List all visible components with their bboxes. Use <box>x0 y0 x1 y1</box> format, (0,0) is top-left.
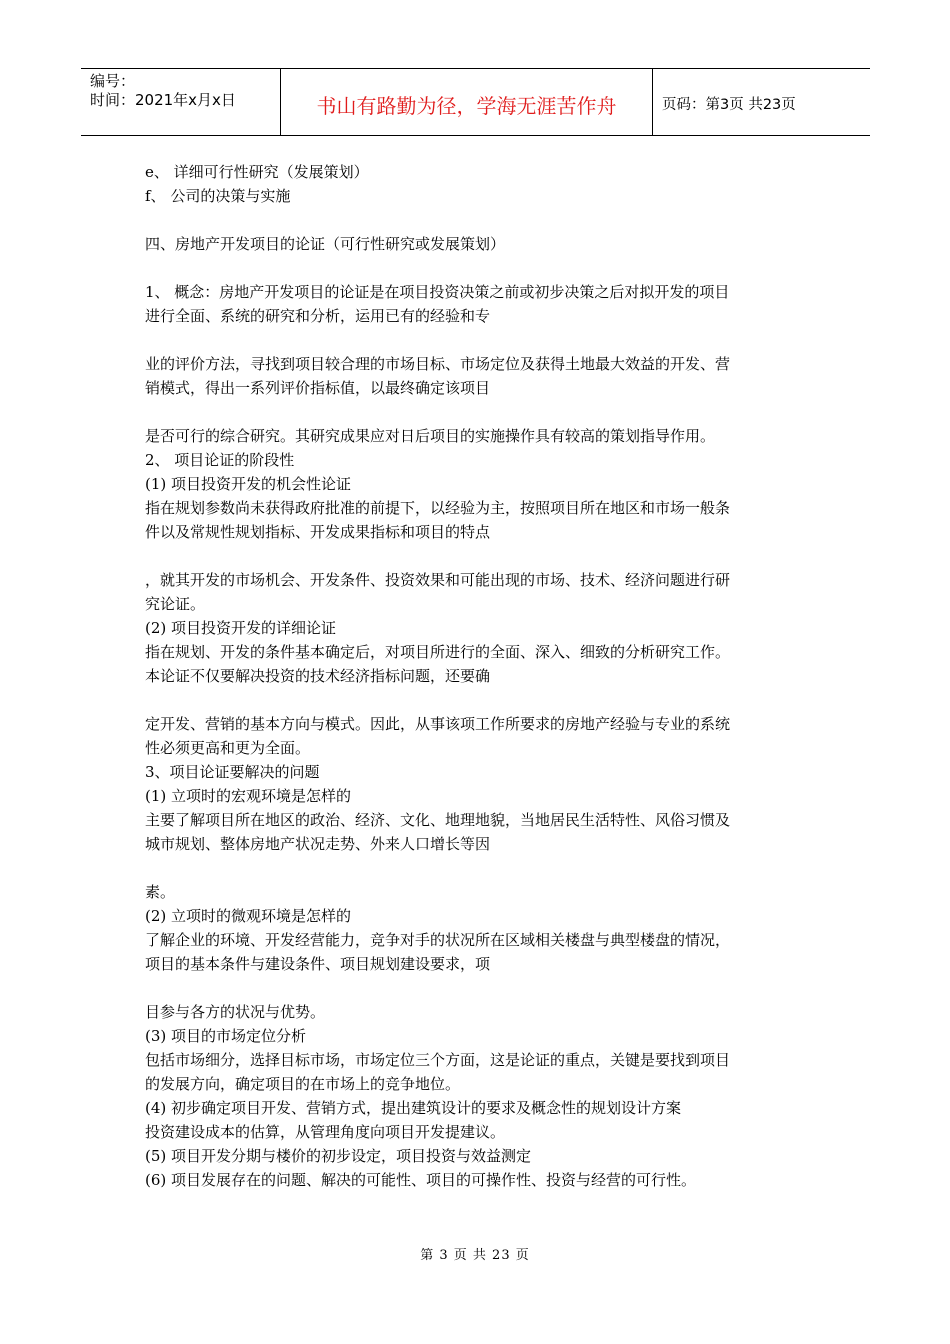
body-line: 业的评价方法，寻找到项目较合理的市场目标、市场定位及获得土地最大效益的开发、营 <box>145 355 731 373</box>
body-line: (1) 项目投资开发的机会性论证 <box>145 475 352 493</box>
body-line: 2、 项目论证的阶段性 <box>145 451 295 469</box>
body-line: f、 公司的决策与实施 <box>145 187 291 205</box>
paragraph-gap <box>145 328 809 352</box>
body-line: 四、房地产开发项目的论证（可行性研究或发展策划） <box>145 235 506 253</box>
paragraph-gap <box>145 256 809 280</box>
paragraph-gap <box>145 544 809 568</box>
body-line: (1) 立项时的宏观环境是怎样的 <box>145 787 352 805</box>
paragraph-gap <box>145 400 809 424</box>
page-footer: 第 3 页 共 23 页 <box>420 1248 530 1263</box>
body-line: (2) 项目投资开发的详细论证 <box>145 619 337 637</box>
header-motto: 书山有路勤为径，学海无涯苦作舟 <box>281 69 653 135</box>
body-line: (2) 立项时的微观环境是怎样的 <box>145 907 352 925</box>
body-line: 1、 概念：房地产开发项目的论证是在项目投资决策之前或初步决策之后对拟开发的项目 <box>145 283 730 301</box>
body-line: 包括市场细分，选择目标市场，市场定位三个方面，这是论证的重点，关键是要找到项目 <box>145 1051 731 1069</box>
document-header <box>81 68 870 136</box>
body-line: 本论证不仅要解决投资的技术经济指标问题，还要确 <box>145 667 491 685</box>
document-body <box>145 160 809 1192</box>
paragraph-gap <box>145 856 809 880</box>
document-date-label: 时间：2021年x月x日 <box>90 91 236 109</box>
paragraph-gap <box>145 688 809 712</box>
body-line: 件以及常规性规划指标、开发成果指标和项目的特点 <box>145 523 491 541</box>
body-line: 定开发、营销的基本方向与模式。因此，从事该项工作所要求的房地产经验与专业的系统 <box>145 715 731 733</box>
body-line: 进行全面、系统的研究和分析，运用已有的经验和专 <box>145 307 491 325</box>
body-line: (3) 项目的市场定位分析 <box>145 1027 307 1045</box>
body-line: 是否可行的综合研究。其研究成果应对日后项目的实施操作具有较高的策划指导作用。 <box>145 427 716 445</box>
body-line: 究论证。 <box>145 595 206 613</box>
body-line: 主要了解项目所在地区的政治、经济、文化、地理地貌，当地居民生活特性、风俗习惯及 <box>145 811 731 829</box>
body-line: 了解企业的环境、开发经营能力，竞争对手的状况所在区域相关楼盘与典型楼盘的情况， <box>145 931 731 949</box>
paragraph-gap <box>145 208 809 232</box>
body-line: (6) 项目发展存在的问题、解决的可能性、项目的可操作性、投资与经营的可行性。 <box>145 1171 697 1189</box>
body-line: 目参与各方的状况与优势。 <box>145 1003 326 1021</box>
body-line: 的发展方向，确定项目的在市场上的竞争地位。 <box>145 1075 461 1093</box>
header-page-info: 页码：第3页 共23页 <box>662 96 796 113</box>
header-meta-cell <box>81 69 281 135</box>
body-line: 指在规划、开发的条件基本确定后，对项目所进行的全面、深入、细致的分析研究工作。 <box>145 643 731 661</box>
body-line: 3、项目论证要解决的问题 <box>145 763 320 781</box>
body-line: (4) 初步确定项目开发、营销方式，提出建筑设计的要求及概念性的规划设计方案 <box>145 1099 682 1117</box>
body-line: 指在规划参数尚未获得政府批准的前提下，以经验为主，按照项目所在地区和市场一般条 <box>145 499 731 517</box>
body-line: 销模式，得出一系列评价指标值，以最终确定该项目 <box>145 379 491 397</box>
body-line: 城市规划、整体房地产状况走势、外来人口增长等因 <box>145 835 491 853</box>
body-line: 项目的基本条件与建设条件、项目规划建设要求，项 <box>145 955 491 973</box>
document-number-label: 编号： <box>90 72 136 90</box>
body-line: ，就其开发的市场机会、开发条件、投资效果和可能出现的市场、技术、经济问题进行研 <box>145 571 731 589</box>
body-line: e、 详细可行性研究（发展策划） <box>145 163 369 181</box>
body-line: 素。 <box>145 883 176 901</box>
paragraph-gap <box>145 976 809 1000</box>
body-line: (5) 项目开发分期与楼价的初步设定，项目投资与效益测定 <box>145 1147 532 1165</box>
body-line: 投资建设成本的估算，从管理角度向项目开发提建议。 <box>145 1123 506 1141</box>
body-line: 性必须更高和更为全面。 <box>145 739 311 757</box>
